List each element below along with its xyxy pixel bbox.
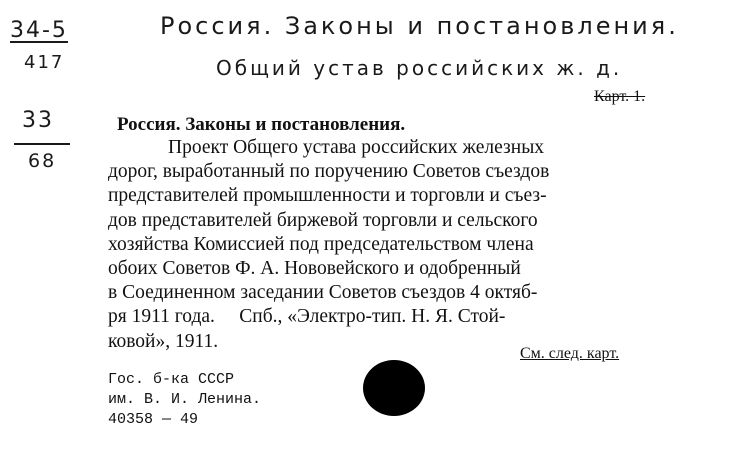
body-line: ря 1911 года. Спб., «Электро-тип. Н. Я. Стой- — [108, 306, 506, 328]
shelf-mark-3: 33 — [22, 108, 54, 133]
body-line: хозяйства Комиссией под председательством члена — [108, 233, 534, 255]
body-line: представителей промышленности и торговли и съез- — [108, 185, 547, 207]
card-number: Карт. 1. — [594, 88, 646, 105]
library-stamp-line: 40358 — 49 — [108, 411, 199, 428]
entry-body — [108, 136, 666, 354]
body-line: обоих Советов Ф. А. Нововейского и одобренный — [108, 258, 521, 280]
library-stamp-line: Гос. б-ка СССР — [108, 371, 235, 388]
shelf-mark-2: 417 — [24, 52, 65, 73]
body-line: в Соединенном заседании Советов съездов 4 октяб- — [108, 282, 538, 304]
body-line: ковой», 1911. — [108, 330, 219, 352]
punch-hole — [363, 360, 425, 416]
shelf-mark-1: 34-5 — [10, 18, 68, 43]
shelf-mark-4: 68 — [28, 150, 57, 172]
shelf-mark-divider — [14, 143, 70, 145]
handwritten-heading: Россия. Законы и постановления. — [160, 12, 679, 40]
library-stamp-line: им. В. И. Ленина. — [108, 391, 262, 408]
see-next-card: См. след. карт. — [520, 345, 620, 362]
body-line: Проект Общего устава российских железных — [168, 137, 545, 158]
entry-heading: Россия. Законы и постановления. — [117, 114, 406, 135]
handwritten-subheading: Общий устав российских ж. д. — [216, 56, 623, 80]
body-line: дов представителей биржевой торговли и сельского — [108, 209, 538, 231]
body-line: дорог, выработанный по поручению Советов съездов — [108, 161, 550, 183]
library-stamp — [108, 370, 261, 430]
